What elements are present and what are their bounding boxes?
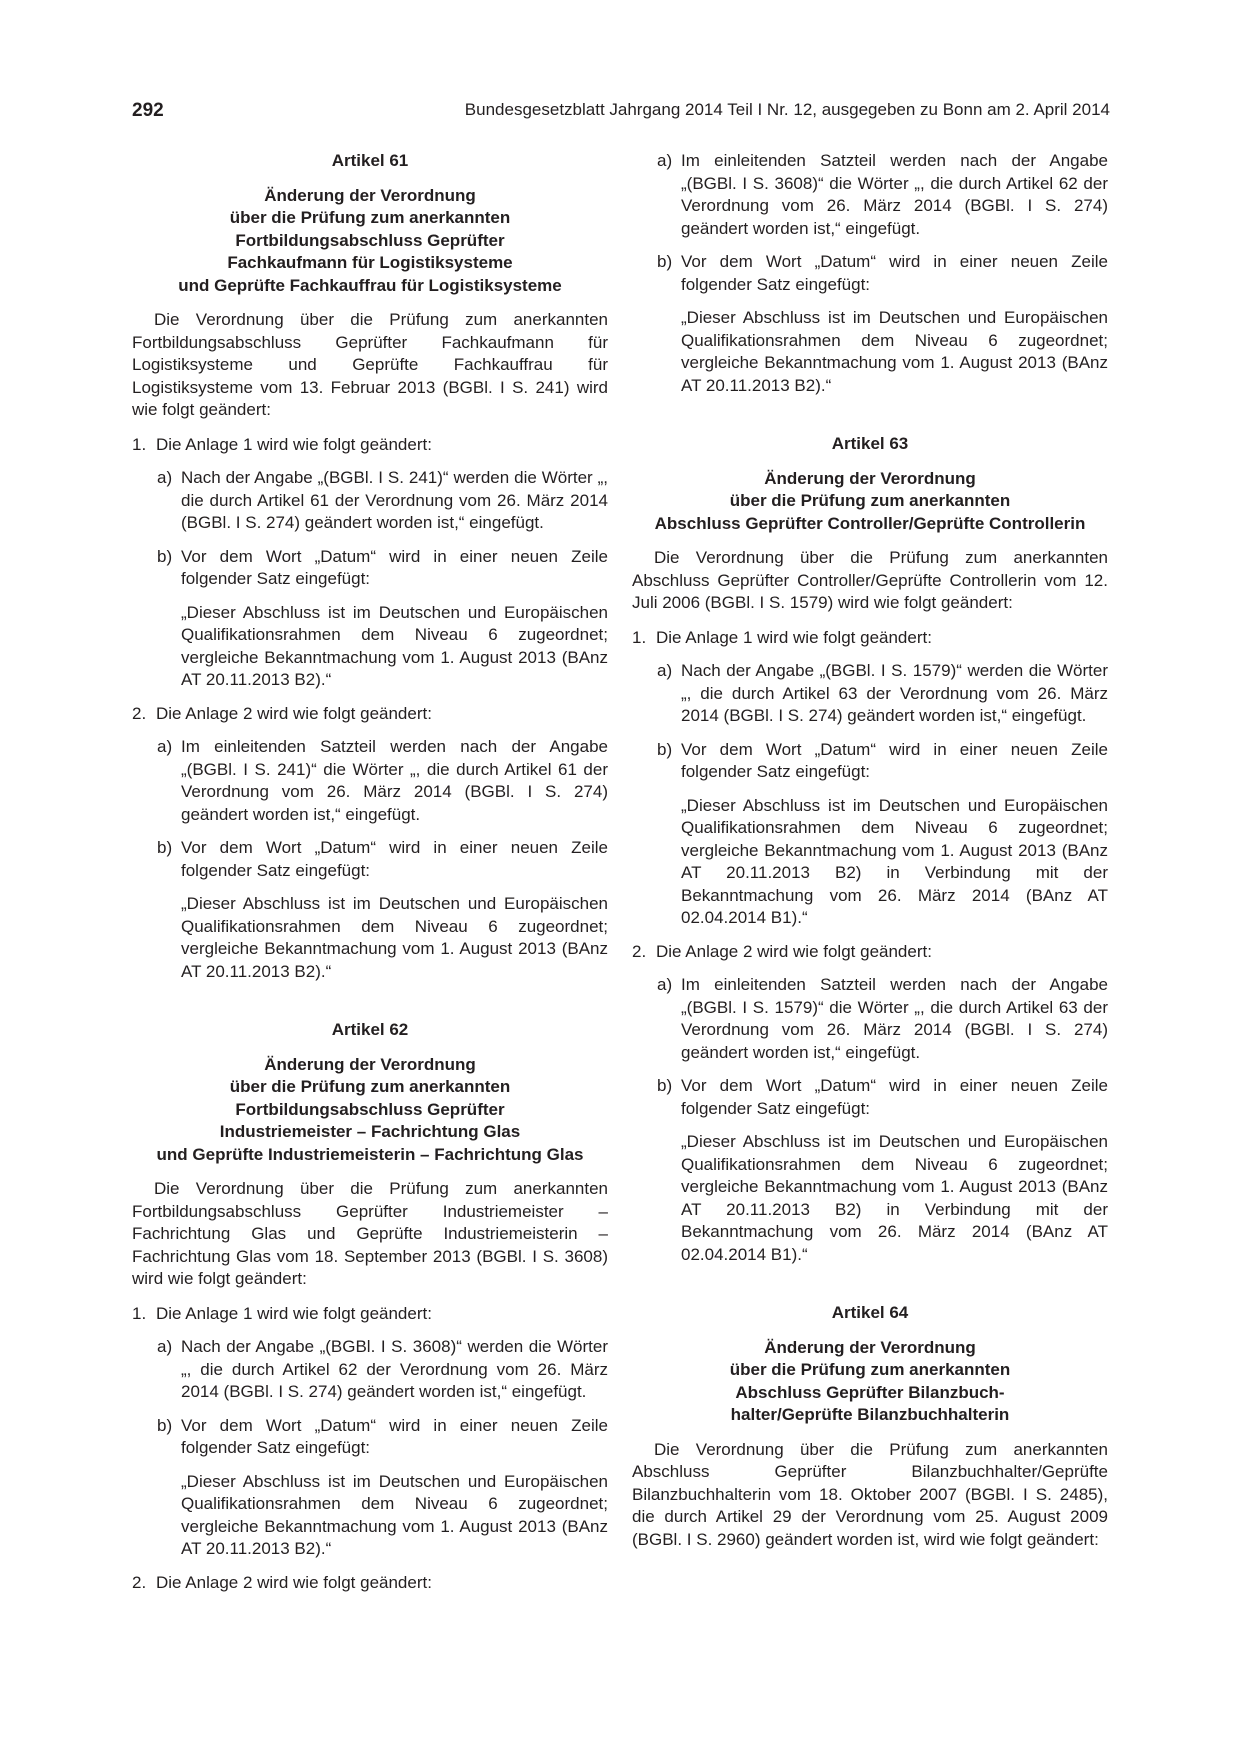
section-spacer [632,408,1108,433]
left-column [132,150,608,1605]
amendment-subitem [132,546,608,692]
page-number: 292 [132,100,164,121]
inserted-quote: „Dieser Abschluss ist im Deutschen und Europäischen Qualifikationsrahmen dem Niveau 6 zugeordnet; vergleiche Bekanntmachung vom 1. August 2013 (BAnz AT 20.11.2013 B2).“ [181,894,608,981]
heading-line: Änderung der Verordnung [764,1337,976,1357]
subitem-text: Vor dem Wort „Datum“ wird in einer neuen Zeile folgender Satz eingefügt: [181,838,608,880]
inserted-quote: „Dieser Abschluss ist im Deutschen und Europäischen Qualifikationsrahmen dem Niveau 6 zugeordnet; vergleiche Bekanntmachung vom 1. August 2013 (BAnz AT 20.11.2013 B2) in Verbindung mit der Bekanntmachung vom 26. März 2014 (BAnz AT 02.04.2014 B1).“ [681,795,1108,927]
heading-line: Fortbildungsabschluss Geprüfter [235,1099,505,1119]
amendment-subitem [132,467,608,535]
heading-line: über die Prüfung zum anerkannten [229,208,511,227]
running-head: Bundesgesetzblatt Jahrgang 2014 Teil I Nr. 12, ausgegeben zu Bonn am 2. April 2014 [464,100,1110,119]
item-text: Die Anlage 1 wird wie folgt geändert: [156,434,432,454]
article-62 [132,1019,608,1594]
amendment-item [132,1572,608,1595]
heading-line: und Geprüfte Industriemeisterin – Fachrichtung Glas [156,1144,584,1164]
article-heading [632,468,1108,536]
subitem-letter: b) [657,739,673,759]
amendment-item [132,1303,608,1326]
article-intro: Die Verordnung über die Prüfung zum anerkannten Fortbildungsabschluss Geprüfter Fachkaufmann für Logistiksysteme und Geprüfte Fachkauffrau für Logistiksysteme vom 13. Februar 2013 (BGBl. I S. 241) wird wie folgt geändert: [132,310,608,419]
subitem-letter: a) [657,151,673,170]
item-number: 2. [632,941,647,961]
inserted-quote: „Dieser Abschluss ist im Deutschen und Europäischen Qualifikationsrahmen dem Niveau 6 zugeordnet; vergleiche Bekanntmachung vom 1. August 2013 (BAnz AT 20.11.2013 B2).“ [681,308,1108,395]
article-intro: Die Verordnung über die Prüfung zum anerkannten Abschluss Geprüfter Bilanzbuchhalter/Geprüfte Bilanzbuchhalterin vom 18. Oktober 2007 (BGBl. I S. 2485), die durch Artikel 29 der Verordnung vom 25. August 2009 (BGBl. I S. 2960) geändert worden ist, wird wie folgt geändert: [632,1439,1108,1549]
subitem-letter: b) [657,1076,673,1095]
article-intro: Die Verordnung über die Prüfung zum anerkannten Fortbildungsabschluss Geprüfter Industriemeister – Fachrichtung Glas und Geprüfte Industriemeisterin – Fachrichtung Glas vom 18. September 2013 (BGBl. I S. 3608) wird wie folgt geändert: [132,1179,608,1288]
article-63 [632,433,1108,1266]
item-number: 2. [132,1572,147,1592]
item-number: 2. [132,703,147,723]
amendment-subitem [132,1336,608,1404]
subitem-letter: b) [657,252,673,271]
subitem-letter: b) [157,546,173,566]
inserted-quote: „Dieser Abschluss ist im Deutschen und Europäischen Qualifikationsrahmen dem Niveau 6 zugeordnet; vergleiche Bekanntmachung vom 1. August 2013 (BAnz AT 20.11.2013 B2) in Verbindung mit der Bekanntmachung vom 26. März 2014 (BAnz AT 02.04.2014 B1).“ [681,1132,1108,1264]
item-text: Die Anlage 2 wird wie folgt geändert: [656,941,932,961]
subitem-letter: b) [157,838,173,857]
subitem-letter: a) [657,661,673,680]
article-61 [132,150,608,983]
right-column [632,150,1108,1563]
amendment-item [632,627,1108,650]
article-intro: Die Verordnung über die Prüfung zum anerkannten Abschluss Geprüfter Controller/Geprüfte Controllerin vom 12. Juli 2006 (BGBl. I S. 1579) wird wie folgt geändert: [632,548,1108,612]
subitem-letter: a) [657,975,673,994]
heading-line: Änderung der Verordnung [764,468,976,488]
amendment-subitem [632,251,1108,397]
article-title: Artikel 64 [831,1303,909,1322]
article-title: Artikel 62 [331,1020,409,1039]
subitem-text: Im einleitenden Satzteil werden nach der Angabe „(BGBl. I S. 1579)“ die Wörter „, die durch Artikel 63 der Verordnung vom 26. März 2014 (BGBl. I S. 274) geändert worden ist,“ eingefügt. [681,975,1108,1062]
article-title: Artikel 63 [831,434,909,453]
heading-line: über die Prüfung zum anerkannten [229,1077,511,1096]
article-title: Artikel 61 [331,151,409,170]
item-text: Die Anlage 1 wird wie folgt geändert: [156,1303,432,1323]
subitem-letter: a) [157,737,173,756]
subitem-text: Nach der Angabe „(BGBl. I S. 1579)“ werden die Wörter „, die durch Artikel 63 der Verordnung vom 26. März 2014 (BGBl. I S. 274) geändert worden ist,“ eingefügt. [681,661,1108,725]
inserted-quote: „Dieser Abschluss ist im Deutschen und Europäischen Qualifikationsrahmen dem Niveau 6 zugeordnet; vergleiche Bekanntmachung vom 1. August 2013 (BAnz AT 20.11.2013 B2).“ [181,1471,608,1558]
heading-line: über die Prüfung zum anerkannten [729,1360,1011,1379]
subitem-text: Vor dem Wort „Datum“ wird in einer neuen Zeile folgender Satz eingefügt: [681,1076,1108,1118]
article-62-continued [632,150,1108,397]
heading-line: über die Prüfung zum anerkannten [729,491,1011,510]
amendment-subitem [132,736,608,826]
page-header [132,100,1110,126]
amendment-item [632,941,1108,964]
subitem-text: Im einleitenden Satzteil werden nach der Angabe „(BGBl. I S. 3608)“ die Wörter „, die durch Artikel 62 der Verordnung vom 26. März 2014 (BGBl. I S. 274) geändert worden ist,“ eingefügt. [681,151,1108,238]
article-heading [132,185,608,298]
amendment-subitem [132,1415,608,1561]
amendment-subitem [632,739,1108,930]
article-heading [632,1337,1108,1427]
heading-line: und Geprüfte Fachkauffrau für Logistiksysteme [178,275,562,295]
subitem-text: Vor dem Wort „Datum“ wird in einer neuen Zeile folgender Satz eingefügt: [181,546,608,588]
amendment-subitem [132,837,608,983]
section-spacer [632,1277,1108,1302]
subitem-text: Vor dem Wort „Datum“ wird in einer neuen Zeile folgender Satz eingefügt: [681,739,1108,781]
item-text: Die Anlage 2 wird wie folgt geändert: [156,1572,432,1592]
inserted-quote: „Dieser Abschluss ist im Deutschen und Europäischen Qualifikationsrahmen dem Niveau 6 zugeordnet; vergleiche Bekanntmachung vom 1. August 2013 (BAnz AT 20.11.2013 B2).“ [181,602,608,689]
subitem-letter: b) [157,1415,173,1435]
heading-line: Abschluss Geprüfter Controller/Geprüfte Controllerin [654,513,1086,533]
subitem-letter: a) [157,1337,173,1356]
amendment-subitem [632,1075,1108,1266]
item-number: 1. [632,627,647,647]
heading-line: Fachkaufmann für Logistiksysteme [227,253,513,272]
amendment-subitem [632,150,1108,240]
amendment-item [132,434,608,457]
amendment-subitem [632,974,1108,1064]
heading-line: Fortbildungsabschluss Geprüfter [235,230,505,250]
subitem-letter: a) [157,468,173,487]
heading-line: Abschluss Geprüfter Bilanzbuch- [735,1382,1005,1402]
subitem-text: Vor dem Wort „Datum“ wird in einer neuen Zeile folgender Satz eingefügt: [181,1415,608,1457]
article-64 [632,1302,1108,1551]
heading-line: Industriemeister – Fachrichtung Glas [219,1122,521,1141]
item-number: 1. [132,1303,147,1323]
subitem-text: Nach der Angabe „(BGBl. I S. 3608)“ werden die Wörter „, die durch Artikel 62 der Verordnung vom 26. März 2014 (BGBl. I S. 274) geändert worden ist,“ eingefügt. [181,1337,608,1401]
heading-line: halter/Geprüfte Bilanzbuchhalterin [730,1405,1010,1424]
amendment-item [132,703,608,726]
heading-line: Änderung der Verordnung [264,185,476,205]
item-text: Die Anlage 1 wird wie folgt geändert: [656,627,932,647]
subitem-text: Nach der Angabe „(BGBl. I S. 241)“ werden die Wörter „, die durch Artikel 61 der Verordnung vom 26. März 2014 (BGBl. I S. 274) geändert worden ist,“ eingefügt. [181,468,608,532]
item-text: Die Anlage 2 wird wie folgt geändert: [156,703,432,723]
article-heading [132,1054,608,1167]
subitem-text: Im einleitenden Satzteil werden nach der Angabe „(BGBl. I S. 241)“ die Wörter „, die durch Artikel 61 der Verordnung vom 26. März 2014 (BGBl. I S. 274) geändert worden ist,“ eingefügt. [181,737,608,824]
heading-line: Änderung der Verordnung [264,1054,476,1074]
subitem-text: Vor dem Wort „Datum“ wird in einer neuen Zeile folgender Satz eingefügt: [681,252,1108,294]
amendment-subitem [632,660,1108,728]
section-spacer [132,994,608,1019]
item-number: 1. [132,434,147,454]
